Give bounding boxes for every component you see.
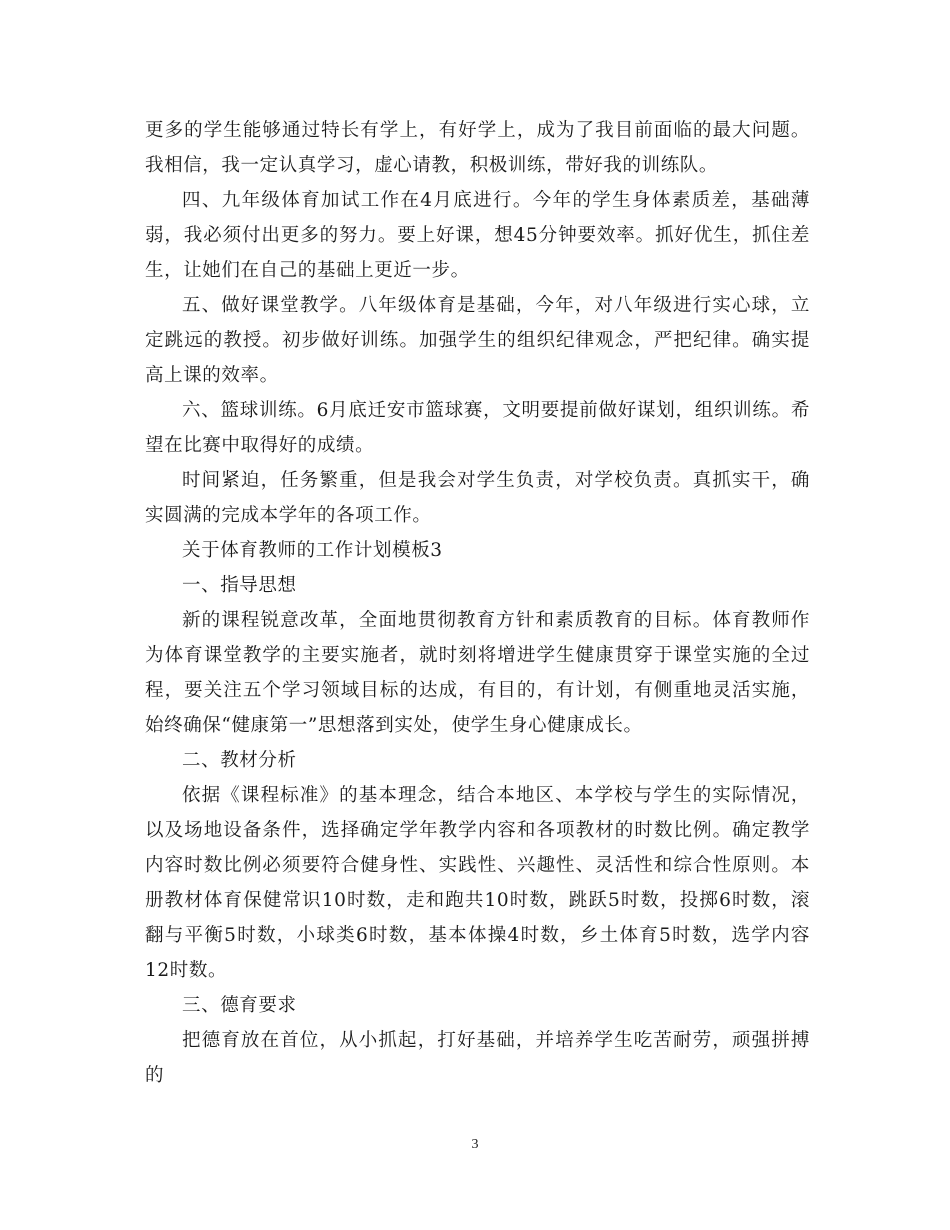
paragraph: 把德育放在首位，从小抓起，打好基础，并培养学生吃苦耐劳，顽强拼搏的 bbox=[145, 1030, 810, 1086]
page-number: 3 bbox=[471, 1137, 479, 1152]
section-title: 关于体育教师的工作计划模板3 bbox=[182, 540, 443, 561]
heading: 二、教材分析 bbox=[182, 750, 297, 771]
paragraph: 六、篮球训练。6月底迁安市篮球赛，文明要提前做好谋划，组织训练。希望在比赛中取得好的成绩。 bbox=[145, 400, 810, 456]
heading: 一、指导思想 bbox=[182, 575, 297, 596]
heading: 三、德育要求 bbox=[182, 995, 297, 1016]
paragraph: 新的课程锐意改革，全面地贯彻教育方针和素质教育的目标。体育教师作为体育课堂教学的主要实施者，就时刻将增进学生健康贯穿于课堂实施的全过程，要关注五个学习领域目标的达成，有目的，有计划，有侧重地灵活实施，始终确保“健康第一”思想落到实处，使学生身心健康成长。 bbox=[145, 610, 810, 736]
paragraph: 时间紧迫，任务繁重，但是我会对学生负责，对学校负责。真抓实干，确实圆满的完成本学年的各项工作。 bbox=[145, 470, 810, 526]
paragraph: 四、九年级体育加试工作在4月底进行。今年的学生身体素质差，基础薄弱，我必须付出更多的努力。要上好课，想45分钟要效率。抓好优生，抓住差生，让她们在自己的基础上更近一步。 bbox=[145, 190, 810, 281]
paragraph: 五、做好课堂教学。八年级体育是基础，今年，对八年级进行实心球，立定跳远的教授。初步做好训练。加强学生的组织纪律观念，严把纪律。确实提高上课的效率。 bbox=[145, 295, 810, 386]
paragraph: 更多的学生能够通过特长有学上，有好学上，成为了我目前面临的最大问题。我相信，我一定认真学习，虚心请教，积极训练，带好我的训练队。 bbox=[145, 120, 810, 176]
document-body bbox=[145, 113, 810, 1093]
paragraph: 依据《课程标准》的基本理念，结合本地区、本学校与学生的实际情况，以及场地设备条件，选择确定学年教学内容和各项教材的时数比例。确定教学内容时数比例必须要符合健身性、实践性、兴趣性、灵活性和综合性原则。本册教材体育保健常识10时数，走和跑共10时数，跳跃5时数，投掷6时数，滚翻与平衡5时数，小球类6时数，基本体操4时数，乡土体育5时数，选学内容12时数。 bbox=[145, 785, 810, 981]
